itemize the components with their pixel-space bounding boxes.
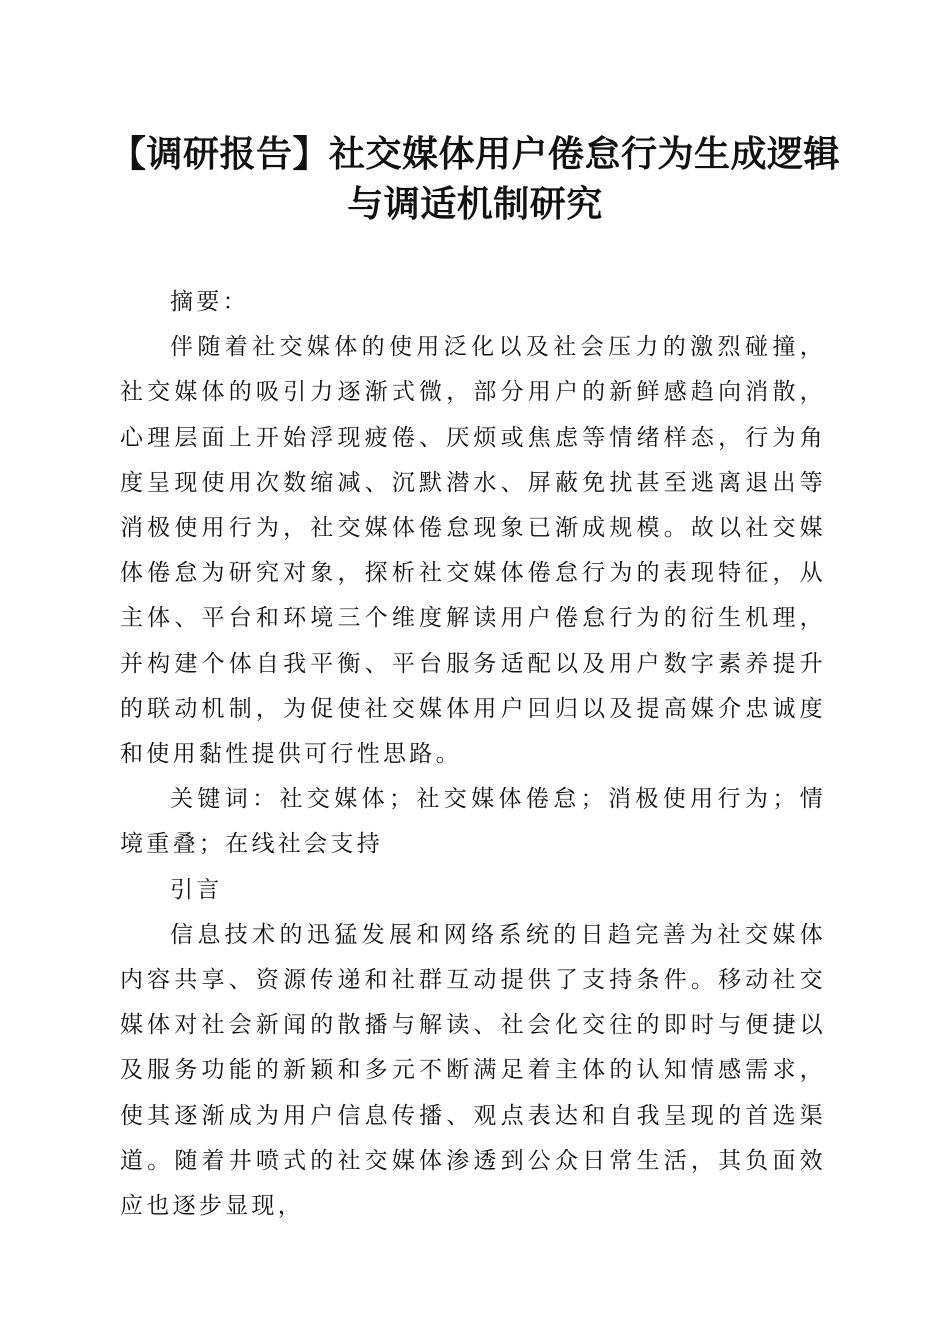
introduction-paragraph: 信息技术的迅猛发展和网络系统的日趋完善为社交媒体内容共享、资源传递和社群互动提供了支持条件。移动社交媒体对社会新闻的散播与解读、社会化交往的即时与便捷以及服务功能的新颖和多元不断满足着主体的认知情感需求，使其逐渐成为用户信息传播、观点表达和自我呈现的首选渠道。随着井喷式的社交媒体渗透到公众日常生活，其负面效应也逐步显现， [120, 921, 826, 1220]
keywords-paragraph: 关键词：社交媒体；社交媒体倦怠；消极使用行为；情境重叠；在线社会支持 [120, 786, 826, 858]
introduction-heading: 引言 [170, 876, 223, 903]
document-title [100, 130, 850, 230]
abstract-heading: 摘要： [170, 289, 249, 315]
abstract-paragraph: 伴随着社交媒体的使用泛化以及社会压力的激烈碰撞，社交媒体的吸引力逐渐式微，部分用户的新鲜感趋向消散，心理层面上开始浮现疲倦、厌烦或焦虑等情绪样态，行为角度呈现使用次数缩减、沉默潜水、屏蔽免扰甚至逃离退出等消极使用行为，社交媒体倦怠现象已渐成规模。故以社交媒体倦怠为研究对象，探析社交媒体倦怠行为的表现特征，从主体、平台和环境三个维度解读用户倦怠行为的衍生机理，并构建个体自我平衡、平台服务适配以及用户数字素养提升的联动机制，为促使社交媒体用户回归以及提高媒介忠诚度和使用黏性提供可行性思路。 [120, 334, 826, 768]
document-body [120, 280, 826, 1229]
title-line-1: 【调研报告】社交媒体用户倦怠行为生成逻辑 [109, 134, 840, 175]
title-line-2: 与调适机制研究 [347, 184, 603, 225]
